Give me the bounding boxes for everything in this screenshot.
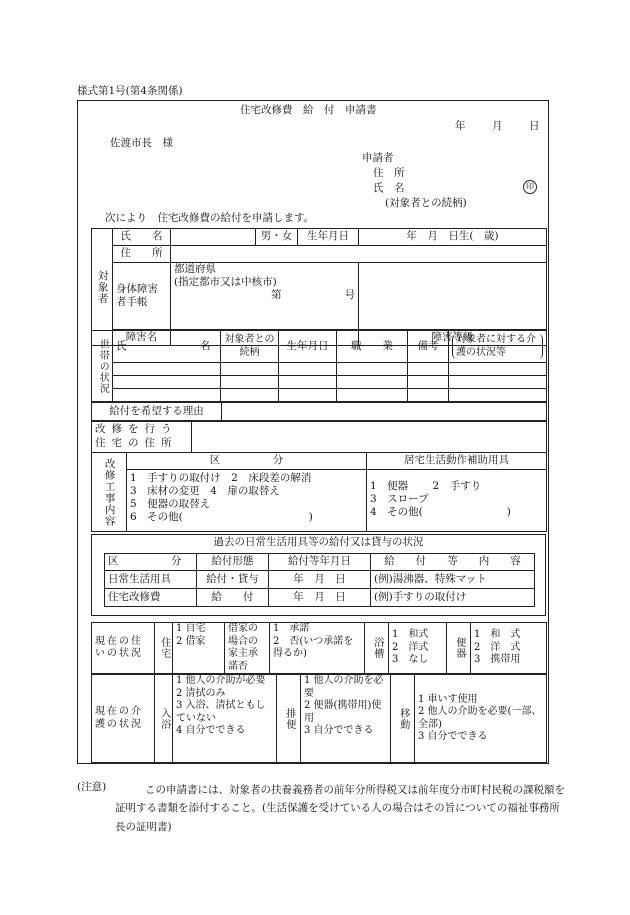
bath-option[interactable]: 3 なし (392, 654, 429, 666)
care-label: 現在の介護の状況 (92, 675, 155, 763)
past-col-date: 給付等年月日 (269, 554, 371, 571)
past-row-date[interactable]: 年 月 日 (269, 589, 371, 607)
work-option-4[interactable]: 6 その他( ) (130, 511, 313, 524)
care-table (91, 674, 547, 763)
intro-text: 次により 住宅改修費の給付を申請します。 (105, 212, 315, 224)
toilet-option[interactable]: 2 洋 式 (474, 641, 521, 653)
past-row-category: 住宅改修費 (105, 589, 197, 607)
subject-address-label: 住 所 (113, 246, 171, 263)
residence-option[interactable]: 1 自宅 (176, 623, 206, 634)
date-month[interactable]: 月 (492, 120, 503, 132)
household-row-name[interactable] (113, 389, 221, 402)
bath-label: 浴槽 (365, 623, 389, 674)
handbook-number-label: 第 号 (271, 289, 355, 302)
past-col-category: 区 分 (105, 554, 197, 571)
renovation-address-field[interactable] (192, 421, 547, 453)
toilet-option[interactable]: 3 携帯用 (474, 654, 521, 666)
work-option-3[interactable]: 5 便器の取替え (130, 498, 211, 511)
bathing-label: 入浴 (155, 675, 173, 763)
past-row-content[interactable]: (例)手すりの取付け (371, 589, 535, 607)
dob-label: 生年月日 (298, 229, 359, 246)
prefecture-label: 都道府県 (174, 263, 216, 275)
bath-option[interactable]: 2 洋式 (392, 641, 429, 653)
excretion-option[interactable]: 2 便器(携帯用)使用 (304, 700, 382, 724)
household-col-occupation: 職 業 (337, 331, 408, 363)
past-col-content: 給 付 等 内 容 (371, 554, 535, 571)
bathing-option[interactable]: 2 清拭のみ (176, 687, 226, 699)
disability-grade-label: 障害等級 (359, 329, 547, 345)
bath-option[interactable]: 1 和式 (392, 629, 429, 641)
reason-table (91, 402, 547, 422)
date-day[interactable]: 日 (529, 120, 540, 132)
past-benefits-title: 過去の日常生活用具等の給付又は貸与の状況 (213, 536, 424, 548)
bathing-option[interactable]: 3 入浴、清拭ともしていない (176, 700, 266, 724)
residence-label: 住宅 (155, 623, 173, 674)
note-text: この申請書には、対象者の扶養義務者の前年分所得税又は前年度分市町村民税の課税額を証明する書類を添付すること。(生活保護を受けている人の場合はその旨についての福祉事務所長の証明書) (115, 784, 565, 833)
household-row-name[interactable] (113, 363, 221, 376)
residence-option[interactable]: 2 借家 (176, 635, 206, 647)
aid-option-2[interactable]: 3 スロープ (370, 493, 429, 506)
household-col-care-note: 対象者に対する介護の状況等 (449, 331, 547, 363)
reason-field[interactable] (222, 403, 547, 422)
subject-name-label: 氏 名 (113, 229, 171, 246)
excretion-label: 排便 (277, 675, 301, 763)
housing-table (91, 622, 547, 674)
reason-label: 給付を希望する理由 (92, 403, 222, 422)
bathing-option[interactable]: 1 他人の介助が必要 (176, 675, 266, 686)
handbook-label: 身体障害者手帳 (113, 263, 171, 330)
past-row-date[interactable]: 年 月 日 (269, 571, 371, 589)
past-row-category: 日常生活用具 (105, 571, 197, 589)
movement-option[interactable]: 1 車いす使用 (418, 693, 478, 705)
addressee: 佐渡市長 様 (110, 137, 173, 149)
sex-field[interactable]: 男・女 (256, 229, 298, 246)
designated-city-label: (指定都市又は中核市) (174, 276, 277, 289)
household-col-relation: 対象者との続柄 (221, 331, 279, 363)
subject-address-field[interactable] (171, 246, 547, 263)
aids-header: 居宅生活動作補助用具 (367, 453, 547, 470)
note-label: (注意) (77, 781, 107, 793)
housing-label: 現在の住いの状況 (92, 623, 155, 674)
toilet-label: 便器 (447, 623, 471, 674)
aid-option-3[interactable]: 4 その他( ) (370, 506, 511, 519)
excretion-option[interactable]: 3 自分でできる (304, 725, 374, 736)
past-benefits-table (104, 553, 535, 607)
bathing-option[interactable]: 4 自分でできる (176, 725, 246, 736)
household-col-name: 氏 名 (113, 331, 221, 363)
movement-label: 移動 (391, 675, 415, 763)
subject-name-field[interactable] (171, 229, 256, 246)
applicant-address-label: 住 所 (373, 167, 405, 179)
disability-name-label: 障害名 (113, 329, 171, 345)
subject-side-label: 対象者 (92, 229, 113, 346)
handbook-issuer-field[interactable] (171, 263, 359, 330)
past-col-form: 給付形態 (197, 554, 269, 571)
applicant-relation-label: (対象者との続柄) (385, 197, 467, 209)
applicant-name-label: 氏 名 (373, 182, 405, 194)
renovation-address-label: 改修を行う住宅の住所 (92, 421, 192, 453)
work-table (91, 452, 547, 532)
dob-field[interactable]: 年 月 日生( 歳) (359, 229, 547, 246)
form-title: 住宅改修費 給 付 申請書 (240, 104, 377, 116)
form-number-label: 様式第1号(第4条関係) (77, 85, 183, 97)
work-option-2[interactable]: 3 床材の変更 4 扉の取替え (130, 485, 280, 498)
household-row-name[interactable] (113, 376, 221, 389)
aid-option-1[interactable]: 1 便器 2 手すり (370, 480, 482, 492)
work-option-1[interactable]: 1 手すりの取付け 2 床段差の解消 (130, 472, 312, 484)
seal-icon: 印 (523, 180, 537, 194)
movement-option[interactable]: 3 自分でできる (418, 731, 488, 742)
past-row-form[interactable]: 給 付 (197, 589, 269, 607)
subject-table (91, 228, 547, 346)
past-row-form[interactable]: 給付・貸与 (197, 571, 269, 589)
past-row-content[interactable]: (例)湯沸器、特殊マット (371, 571, 535, 589)
rental-option[interactable]: 2 否(いつ承諾を得るか) (273, 635, 354, 659)
rental-consent-label: 借家の場合の家主承諾否 (225, 623, 270, 674)
toilet-option[interactable]: 1 和 式 (474, 629, 521, 641)
household-table (91, 330, 547, 402)
excretion-option[interactable]: 1 他人の介助を必要 (304, 675, 384, 699)
applicant-label: 申請者 (362, 152, 394, 164)
household-side-label: 世帯の状況 (92, 331, 113, 402)
movement-option[interactable]: 2 他人の介助を必要(一部、全部) (418, 706, 542, 730)
household-col-remarks: 備考 (408, 331, 449, 363)
work-side-label: 改修工事内容 (92, 453, 127, 532)
work-category-header: 区 分 (127, 453, 367, 470)
date-year[interactable]: 年 (455, 120, 466, 132)
rental-option[interactable]: 1 承諾 (273, 623, 310, 634)
household-col-dob: 生年月日 (279, 331, 337, 363)
renovation-address-table (91, 420, 547, 453)
